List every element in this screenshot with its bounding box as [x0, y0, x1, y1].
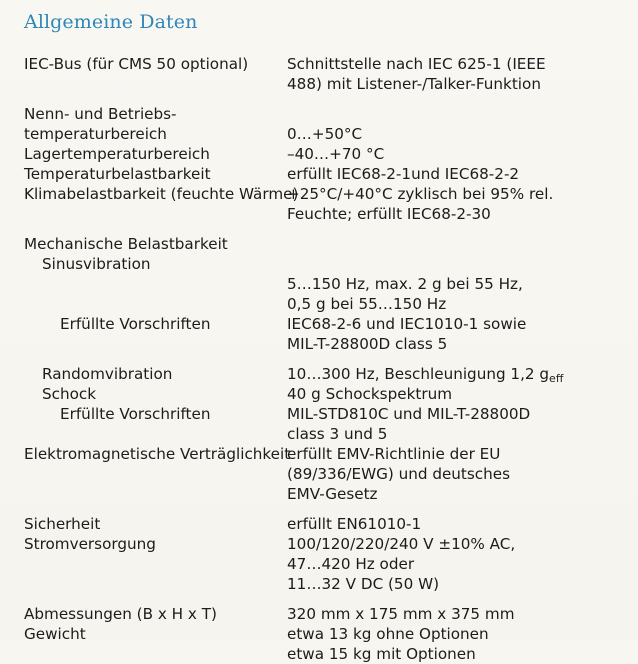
spec-label: Klimabelastbarkeit (feuchte Wärme): [24, 185, 299, 203]
spec-label: Erfüllte Vorschriften: [60, 315, 211, 333]
page-title: Allgemeine Daten: [24, 11, 198, 33]
spec-label: Temperaturbelastbarkeit: [24, 165, 211, 183]
spec-value: MIL-STD810C und MIL-T-28800D class 3 und 5: [287, 405, 531, 443]
spec-row-iec-bus: [0, 54, 638, 94]
spec-label: Elektromagnetische Verträglichkeit: [24, 445, 291, 463]
spec-value: +25°C/+40°C zyklisch bei 95% rel. Feuchte; erfüllt IEC68-2-30: [287, 185, 554, 223]
spec-row-sicherheit: [0, 514, 638, 534]
spec-value: 0…+50°C: [287, 125, 363, 143]
spec-label: Gewicht: [24, 625, 86, 643]
spec-value: erfüllt IEC68-2-1und IEC68-2-2: [287, 165, 520, 183]
spec-value: –40…+70 °C: [287, 145, 385, 163]
spec-row-gewicht: [0, 624, 638, 664]
spec-row-lagertemperatur: [0, 144, 638, 164]
spec-row-mechanische-belastbarkeit: [0, 234, 638, 254]
spec-table: [0, 54, 638, 664]
spec-row-sinusvibration: [0, 254, 638, 314]
spec-row-schock: [0, 384, 638, 404]
spec-row-klimabelastbarkeit: [0, 184, 638, 224]
spec-label: Sicherheit: [24, 515, 101, 533]
spec-row-abmessungen: [0, 604, 638, 624]
spec-row-sinus-vorschriften: [0, 314, 638, 354]
spec-value: IEC68-2-6 und IEC1010-1 sowie MIL-T-28800D class 5: [287, 315, 527, 353]
spec-row-schock-vorschriften: [0, 404, 638, 444]
spec-row-stromversorgung: [0, 534, 638, 594]
spec-value: 40 g Schockspektrum: [287, 385, 452, 403]
spec-label: Mechanische Belastbarkeit: [24, 235, 228, 253]
spec-value: erfüllt EN61010-1: [287, 515, 422, 533]
spec-label: Erfüllte Vorschriften: [60, 405, 211, 423]
spec-label: Stromversorgung: [24, 535, 156, 553]
spec-row-temperaturbelastbarkeit: [0, 164, 638, 184]
spec-label: Lagertemperaturbereich: [24, 145, 210, 163]
spec-value: Schnittstelle nach IEC 625-1 (IEEE 488) mit Listener-/Talker-Funktion: [287, 55, 546, 93]
spec-value: [287, 234, 638, 254]
spec-label: Nenn- und Betriebs- temperaturbereich: [24, 105, 177, 143]
spec-value: erfüllt EMV-Richtlinie der EU (89/336/EWG) und deutsches EMV-Gesetz: [287, 445, 511, 503]
spec-value: 10…300 Hz, Beschleunigung 1,2 geff: [287, 365, 564, 385]
spec-row-nenn-temperatur: [0, 104, 638, 144]
spec-value: 5…150 Hz, max. 2 g bei 55 Hz, 0,5 g bei 55…150 Hz: [287, 275, 523, 313]
spec-label: IEC-Bus (für CMS 50 optional): [24, 55, 249, 73]
spec-value: 320 mm x 175 mm x 375 mm: [287, 605, 515, 623]
spec-label: Schock: [42, 385, 97, 403]
spec-row-emv: [0, 444, 638, 504]
spec-label: Randomvibration: [42, 365, 173, 383]
spec-value: 100/120/220/240 V ±10% AC, 47…420 Hz oder 11…32 V DC (50 W): [287, 535, 516, 593]
spec-row-randomvibration: [0, 364, 638, 384]
spec-label: Abmessungen (B x H x T): [24, 605, 217, 623]
spec-value: etwa 13 kg ohne Optionen etwa 15 kg mit Optionen: [287, 625, 489, 663]
spec-label: Sinusvibration: [42, 255, 151, 273]
